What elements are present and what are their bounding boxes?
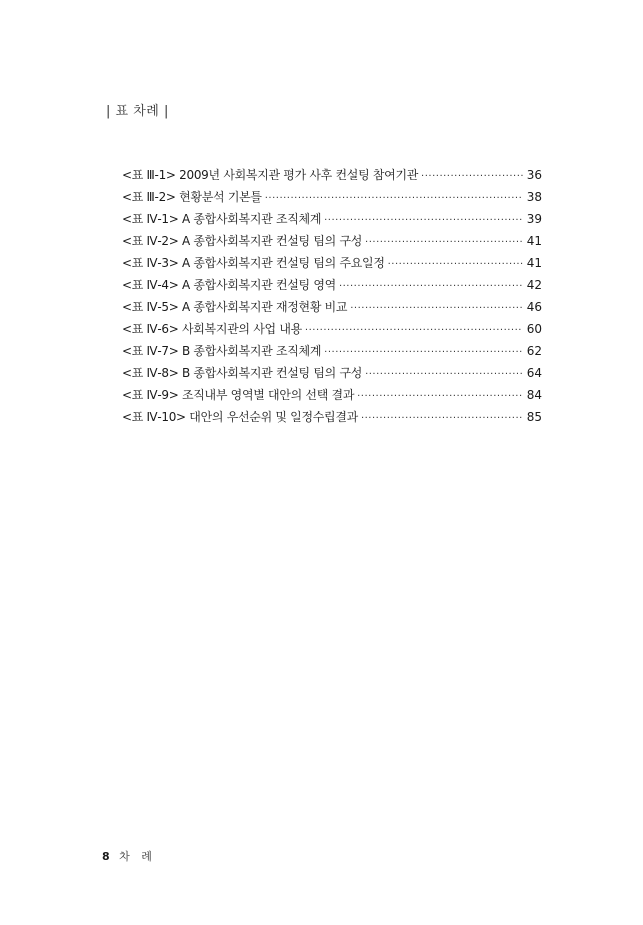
toc-item-title: <표 Ⅳ-8> B 종합사회복지관 컨설팅 팀의 구성	[122, 366, 363, 380]
toc-item-page: 46	[526, 300, 542, 314]
toc-item[interactable]	[122, 164, 542, 186]
toc-item[interactable]	[122, 384, 542, 406]
toc-item[interactable]	[122, 296, 542, 318]
toc-item-page: 85	[526, 410, 542, 424]
dot-leader	[361, 408, 523, 430]
toc-item[interactable]	[122, 318, 542, 340]
toc-item-page: 38	[526, 190, 542, 204]
toc-item-title: <표 Ⅳ-10> 대안의 우선순위 및 일정수립결과	[122, 410, 358, 424]
toc-item-page: 41	[526, 256, 542, 270]
dot-leader	[388, 254, 523, 276]
toc-item[interactable]	[122, 230, 542, 252]
toc-item-page: 41	[526, 234, 542, 248]
toc-item-page: 36	[526, 168, 542, 182]
toc-item[interactable]	[122, 362, 542, 384]
dot-leader	[324, 342, 523, 364]
toc-item-title: <표 Ⅳ-9> 조직내부 영역별 대안의 선택 결과	[122, 388, 355, 402]
toc-item-title: <표 Ⅳ-7> B 종합사회복지관 조직체계	[122, 344, 322, 358]
dot-leader	[357, 386, 523, 408]
toc-item-title: <표 Ⅳ-1> A 종합사회복지관 조직체계	[122, 212, 322, 226]
toc-item-title: <표 Ⅳ-2> A 종합사회복지관 컨설팅 팀의 구성	[122, 234, 363, 248]
toc-item-page: 62	[526, 344, 542, 358]
toc-item-page: 84	[526, 388, 542, 402]
footer-label: 차 례	[119, 850, 156, 863]
toc-item[interactable]	[122, 340, 542, 362]
toc-item-title: <표 Ⅳ-6> 사회복지관의 사업 내용	[122, 322, 302, 336]
dot-leader	[365, 232, 523, 254]
section-header: | 표 차례 |	[106, 104, 169, 119]
toc-item-title: <표 Ⅳ-5> A 종합사회복지관 재정현황 비교	[122, 300, 348, 314]
dot-leader	[305, 320, 523, 342]
table-of-contents	[122, 164, 542, 428]
toc-item-title: <표 Ⅲ-2> 현황분석 기본틀	[122, 190, 262, 204]
toc-item[interactable]	[122, 186, 542, 208]
toc-item[interactable]	[122, 208, 542, 230]
dot-leader	[350, 298, 523, 320]
page-number: 8	[102, 850, 110, 863]
page-footer	[102, 848, 156, 864]
toc-item-page: 64	[526, 366, 542, 380]
dot-leader	[421, 166, 523, 188]
toc-item[interactable]	[122, 406, 542, 428]
toc-item[interactable]	[122, 274, 542, 296]
toc-item[interactable]	[122, 252, 542, 274]
dot-leader	[365, 364, 523, 386]
dot-leader	[339, 276, 523, 298]
toc-item-title: <표 Ⅲ-1> 2009년 사회복지관 평가 사후 컨설팅 참여기관	[122, 168, 419, 182]
toc-item-title: <표 Ⅳ-3> A 종합사회복지관 컨설팅 팀의 주요일정	[122, 256, 385, 270]
toc-item-page: 60	[526, 322, 542, 336]
toc-item-page: 39	[526, 212, 542, 226]
toc-item-title: <표 Ⅳ-4> A 종합사회복지관 컨설팅 영역	[122, 278, 336, 292]
toc-item-page: 42	[526, 278, 542, 292]
dot-leader	[324, 210, 523, 232]
dot-leader	[265, 188, 523, 210]
